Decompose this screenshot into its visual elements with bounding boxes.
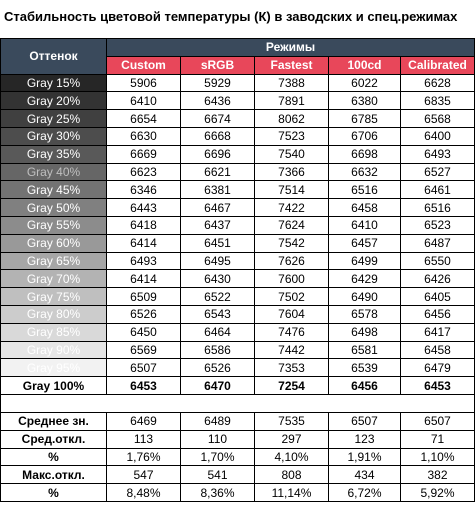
value-cell: 6706 [329, 127, 401, 145]
value-cell: 6630 [107, 127, 181, 145]
shade-label: Gray 15% [1, 74, 107, 92]
value-cell: 6526 [181, 359, 255, 377]
value-cell: 6456 [329, 377, 401, 395]
stat-label: % [1, 484, 107, 502]
value-cell: 6499 [329, 252, 401, 270]
value-cell: 6696 [181, 145, 255, 163]
value-cell: 6654 [107, 110, 181, 128]
value-cell: 7366 [255, 163, 329, 181]
value-cell: 6400 [401, 127, 475, 145]
stat-value-cell: 382 [401, 466, 475, 484]
value-cell: 7388 [255, 74, 329, 92]
stat-label: % [1, 448, 107, 466]
stat-row [1, 430, 475, 448]
value-cell: 6539 [329, 359, 401, 377]
stat-label: Макс.откл. [1, 466, 107, 484]
spacer-row [1, 394, 475, 412]
value-cell: 6487 [401, 234, 475, 252]
value-cell: 6430 [181, 270, 255, 288]
stat-value-cell: 6,72% [329, 484, 401, 502]
value-cell: 6410 [329, 216, 401, 234]
stat-value-cell: 4,10% [255, 448, 329, 466]
value-cell: 6461 [401, 181, 475, 199]
value-cell: 6498 [329, 323, 401, 341]
value-cell: 6457 [329, 234, 401, 252]
value-cell: 6543 [181, 305, 255, 323]
value-cell: 6470 [181, 377, 255, 395]
value-cell: 8062 [255, 110, 329, 128]
value-cell: 6581 [329, 341, 401, 359]
value-cell: 6495 [181, 252, 255, 270]
value-cell: 6479 [401, 359, 475, 377]
shade-label: Gray 90% [1, 341, 107, 359]
stat-value-cell: 547 [107, 466, 181, 484]
table-row [1, 92, 475, 110]
value-cell: 7502 [255, 288, 329, 306]
shade-label: Gray 30% [1, 127, 107, 145]
value-cell: 6453 [107, 377, 181, 395]
value-cell: 7540 [255, 145, 329, 163]
table-row [1, 199, 475, 217]
value-cell: 7476 [255, 323, 329, 341]
stats-rows [1, 412, 475, 501]
value-cell: 6507 [107, 359, 181, 377]
stat-value-cell: 5,92% [401, 484, 475, 502]
table-row [1, 252, 475, 270]
stat-value-cell: 297 [255, 430, 329, 448]
modes-group-header: Режимы [107, 39, 475, 57]
shade-label: Gray 95% [1, 359, 107, 377]
value-cell: 6568 [401, 110, 475, 128]
stat-value-cell: 808 [255, 466, 329, 484]
value-cell: 6410 [107, 92, 181, 110]
shade-label: Gray 20% [1, 92, 107, 110]
stat-value-cell: 7535 [255, 412, 329, 430]
stat-value-cell: 71 [401, 430, 475, 448]
value-cell: 6526 [107, 305, 181, 323]
value-cell: 7604 [255, 305, 329, 323]
shade-label: Gray 40% [1, 163, 107, 181]
stat-value-cell: 8,36% [181, 484, 255, 502]
value-cell: 6458 [329, 199, 401, 217]
shade-label: Gray 55% [1, 216, 107, 234]
shade-label: Gray 60% [1, 234, 107, 252]
value-cell: 6490 [329, 288, 401, 306]
value-cell: 7600 [255, 270, 329, 288]
value-cell: 6569 [107, 341, 181, 359]
value-cell: 7891 [255, 92, 329, 110]
value-cell: 7442 [255, 341, 329, 359]
value-cell: 7523 [255, 127, 329, 145]
mode-header-fastest: Fastest [255, 56, 329, 74]
shade-label: Gray 100% [1, 377, 107, 395]
value-cell: 6417 [401, 323, 475, 341]
mode-header-100cd: 100cd [329, 56, 401, 74]
table-row [1, 127, 475, 145]
value-cell: 6493 [401, 145, 475, 163]
stat-value-cell: 6469 [107, 412, 181, 430]
gray-rows [1, 74, 475, 394]
value-cell: 7254 [255, 377, 329, 395]
value-cell: 7422 [255, 199, 329, 217]
value-cell: 6022 [329, 74, 401, 92]
mode-header-srgb: sRGB [181, 56, 255, 74]
stat-value-cell: 11,14% [255, 484, 329, 502]
value-cell: 6516 [401, 199, 475, 217]
value-cell: 6458 [401, 341, 475, 359]
value-cell: 6450 [107, 323, 181, 341]
value-cell: 6414 [107, 234, 181, 252]
mode-header-custom: Custom [107, 56, 181, 74]
stat-value-cell: 1,70% [181, 448, 255, 466]
stat-row [1, 484, 475, 502]
table-row [1, 181, 475, 199]
value-cell: 6550 [401, 252, 475, 270]
value-cell: 6674 [181, 110, 255, 128]
table-row [1, 74, 475, 92]
value-cell: 7624 [255, 216, 329, 234]
shade-column-header: Оттенок [1, 39, 107, 75]
value-cell: 6835 [401, 92, 475, 110]
value-cell: 6668 [181, 127, 255, 145]
shade-label: Gray 45% [1, 181, 107, 199]
value-cell: 6443 [107, 199, 181, 217]
value-cell: 6467 [181, 199, 255, 217]
value-cell: 6437 [181, 216, 255, 234]
stat-row [1, 448, 475, 466]
shade-label: Gray 65% [1, 252, 107, 270]
value-cell: 7514 [255, 181, 329, 199]
value-cell: 6621 [181, 163, 255, 181]
value-cell: 6429 [329, 270, 401, 288]
value-cell: 6628 [401, 74, 475, 92]
stat-value-cell: 1,76% [107, 448, 181, 466]
shade-label: Gray 25% [1, 110, 107, 128]
value-cell: 6418 [107, 216, 181, 234]
value-cell: 7353 [255, 359, 329, 377]
table-row [1, 359, 475, 377]
stat-value-cell: 110 [181, 430, 255, 448]
value-cell: 6453 [401, 377, 475, 395]
stat-value-cell: 123 [329, 430, 401, 448]
value-cell: 6516 [329, 181, 401, 199]
value-cell: 6669 [107, 145, 181, 163]
table-row [1, 341, 475, 359]
stat-row [1, 412, 475, 430]
table-row [1, 305, 475, 323]
table-row [1, 270, 475, 288]
shade-label: Gray 85% [1, 323, 107, 341]
color-temperature-table [0, 38, 475, 502]
value-cell: 6436 [181, 92, 255, 110]
value-cell: 5929 [181, 74, 255, 92]
value-cell: 6493 [107, 252, 181, 270]
table-row [1, 234, 475, 252]
stat-value-cell: 434 [329, 466, 401, 484]
spacer-cell [1, 394, 475, 412]
stat-label: Сред.откл. [1, 430, 107, 448]
stat-value-cell: 113 [107, 430, 181, 448]
value-cell: 6523 [401, 216, 475, 234]
shade-label: Gray 35% [1, 145, 107, 163]
table-row [1, 163, 475, 181]
shade-label: Gray 80% [1, 305, 107, 323]
value-cell: 6451 [181, 234, 255, 252]
value-cell: 6405 [401, 288, 475, 306]
shade-label: Gray 70% [1, 270, 107, 288]
value-cell: 6632 [329, 163, 401, 181]
table-row [1, 323, 475, 341]
page-title: Стабильность цветовой температуры (К) в заводских и спец.режимах [4, 9, 458, 24]
value-cell: 6464 [181, 323, 255, 341]
value-cell: 6380 [329, 92, 401, 110]
table-row [1, 145, 475, 163]
value-cell: 6527 [401, 163, 475, 181]
value-cell: 6414 [107, 270, 181, 288]
stat-value-cell: 6507 [329, 412, 401, 430]
value-cell: 6426 [401, 270, 475, 288]
value-cell: 6509 [107, 288, 181, 306]
shade-label: Gray 75% [1, 288, 107, 306]
table-row [1, 216, 475, 234]
value-cell: 6586 [181, 341, 255, 359]
stat-value-cell: 1,10% [401, 448, 475, 466]
table-row [1, 110, 475, 128]
value-cell: 6698 [329, 145, 401, 163]
value-cell: 5906 [107, 74, 181, 92]
value-cell: 6381 [181, 181, 255, 199]
stat-value-cell: 6489 [181, 412, 255, 430]
table-row [1, 377, 475, 395]
stat-value-cell: 541 [181, 466, 255, 484]
stat-value-cell: 8,48% [107, 484, 181, 502]
stat-row [1, 466, 475, 484]
mode-header-calibrated: Calibrated [401, 56, 475, 74]
value-cell: 6456 [401, 305, 475, 323]
shade-label: Gray 50% [1, 199, 107, 217]
value-cell: 6785 [329, 110, 401, 128]
stat-value-cell: 6507 [401, 412, 475, 430]
stat-value-cell: 1,91% [329, 448, 401, 466]
value-cell: 6623 [107, 163, 181, 181]
value-cell: 6578 [329, 305, 401, 323]
value-cell: 7626 [255, 252, 329, 270]
value-cell: 6346 [107, 181, 181, 199]
value-cell: 7542 [255, 234, 329, 252]
value-cell: 6522 [181, 288, 255, 306]
table-row [1, 288, 475, 306]
stat-label: Среднее зн. [1, 412, 107, 430]
